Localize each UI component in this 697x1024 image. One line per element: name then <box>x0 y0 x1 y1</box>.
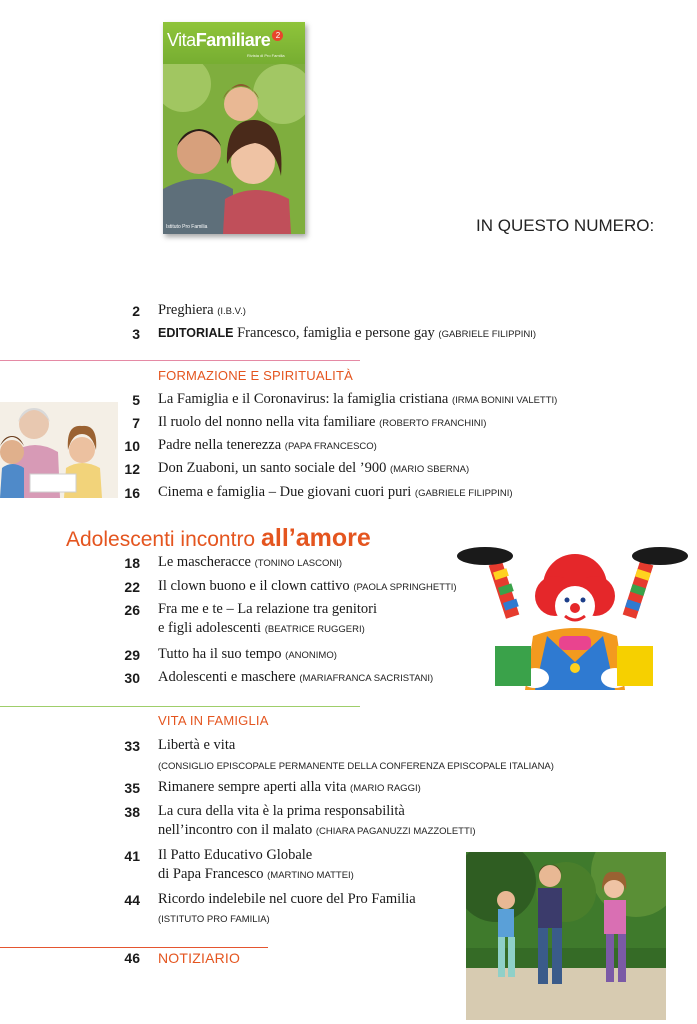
toc-page-number: 5 <box>132 392 140 408</box>
toc-entry[interactable]: Ricordo indelebile nel cuore del Pro Familia <box>158 891 416 907</box>
toc-page-number: 12 <box>124 461 140 477</box>
toc-page-number: 30 <box>124 670 140 686</box>
toc-page-number: 44 <box>124 892 140 908</box>
toc-entry[interactable]: Il Patto Educativo Globale <box>158 847 313 863</box>
toc-page-number: 26 <box>124 602 140 618</box>
cover-title: VitaFamiliare 2 <box>167 30 283 51</box>
cover-issue-badge: 2 <box>272 30 283 41</box>
cover-subtitle: Rivista di Pro Familia <box>247 53 285 58</box>
toc-page-number: 41 <box>124 848 140 864</box>
toc-page-number: 46 <box>124 950 140 966</box>
section-divider <box>0 360 360 361</box>
toc-entry[interactable]: Fra me e te – La relazione tra genitori <box>158 601 378 617</box>
toc-page-number: 16 <box>124 485 140 501</box>
page-title: IN QUESTO NUMERO: <box>476 216 655 235</box>
toc-entry-continuation[interactable]: nell’incontro con il malato (CHIARA PAGANUZZI MAZZOLETTI) <box>158 822 476 838</box>
toc-entry[interactable]: Il clown buono e il clown cattivo (PAOLA SPRINGHETTI) <box>158 578 457 594</box>
toc-entry[interactable]: Rimanere sempre aperti alla vita (MARIO RAGGI) <box>158 779 421 795</box>
toc-page-number: 22 <box>124 579 140 595</box>
toc-page-number: 7 <box>132 415 140 431</box>
toc-entry[interactable]: La cura della vita è la prima responsabilità <box>158 803 405 819</box>
family-running-photo <box>466 852 666 1020</box>
toc-entry[interactable]: La Famiglia e il Coronavirus: la famiglia cristiana (IRMA BONINI VALETTI) <box>158 391 558 407</box>
section-heading-adolescenti: Adolescenti incontro all’amore <box>66 524 371 552</box>
cover-family-photo <box>163 64 305 234</box>
toc-entry[interactable]: Le mascheracce (TONINO LASCONI) <box>158 554 343 570</box>
clown-photo <box>455 546 690 690</box>
toc-entry-continuation[interactable]: di Papa Francesco (MARTINO MATTEI) <box>158 866 354 882</box>
toc-entry[interactable]: Libertà e vita <box>158 737 236 753</box>
section-divider <box>0 706 360 707</box>
magazine-cover <box>163 22 305 234</box>
toc-page-number: 33 <box>124 738 140 754</box>
toc-entry-continuation[interactable]: (CONSIGLIO EPISCOPALE PERMANENTE DELLA CONFERENZA EPISCOPALE ITALIANA) <box>158 761 554 772</box>
toc-page-number: 2 <box>132 303 140 319</box>
toc-entry-continuation[interactable]: e figli adolescenti (BEATRICE RUGGERI) <box>158 620 365 636</box>
toc-page-number: 29 <box>124 647 140 663</box>
toc-page-number: 3 <box>132 326 140 342</box>
section-heading: FORMAZIONE E SPIRITUALITÀ <box>158 368 353 383</box>
toc-entry[interactable]: Tutto ha il suo tempo (ANONIMO) <box>158 646 337 662</box>
toc-entry[interactable]: Padre nella tenerezza (PAPA FRANCESCO) <box>158 437 377 453</box>
toc-page-number: 35 <box>124 780 140 796</box>
toc-page-number: 38 <box>124 804 140 820</box>
toc-entry[interactable]: Cinema e famiglia – Due giovani cuori puri (GABRIELE FILIPPINI) <box>158 484 513 500</box>
toc-page-number: 10 <box>124 438 140 454</box>
cover-footer: Istituto Pro Familia <box>166 224 208 230</box>
toc-entry[interactable]: Preghiera (I.B.V.) <box>158 302 246 318</box>
toc-entry-continuation[interactable]: (ISTITUTO PRO FAMILIA) <box>158 914 270 925</box>
toc-entry[interactable]: Don Zuaboni, un santo sociale del ’900 (MARIO SBERNA) <box>158 460 470 476</box>
toc-entry-notiziario[interactable]: NOTIZIARIO <box>158 950 241 966</box>
section-divider <box>0 947 268 948</box>
section-heading: VITA IN FAMIGLIA <box>158 713 269 728</box>
toc-page-number: 18 <box>124 555 140 571</box>
toc-entry[interactable]: Adolescenti e maschere (MARIAFRANCA SACRISTANI) <box>158 669 434 685</box>
toc-entry[interactable]: EDITORIALE Francesco, famiglia e persone gay (GABRIELE FILIPPINI) <box>158 325 537 341</box>
toc-entry[interactable]: Il ruolo del nonno nella vita familiare (ROBERTO FRANCHINI) <box>158 414 487 430</box>
